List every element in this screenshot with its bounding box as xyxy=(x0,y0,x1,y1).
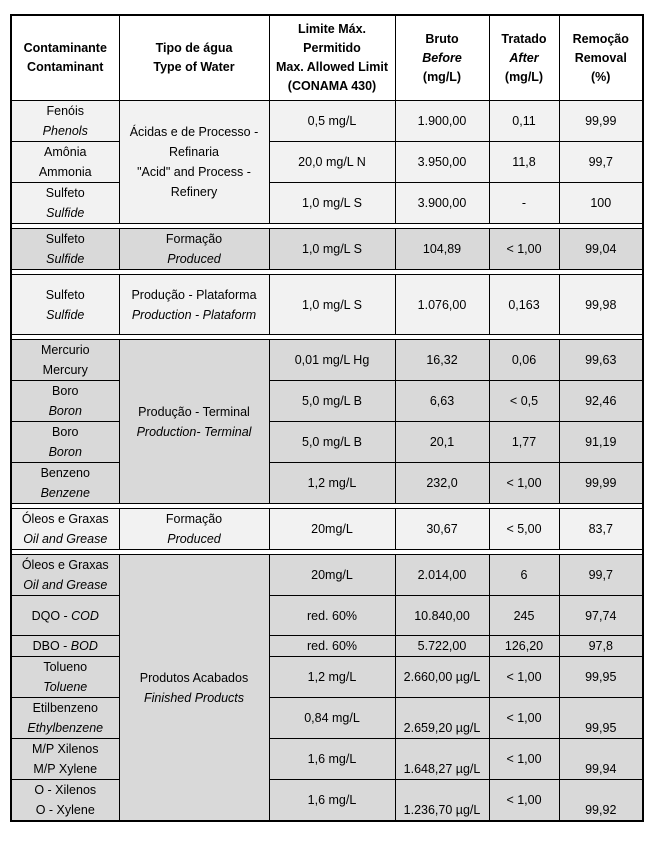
table-row xyxy=(11,509,643,550)
before-cell: 30,67 xyxy=(395,509,489,550)
contaminant-cell xyxy=(11,636,119,657)
header-row xyxy=(11,15,643,101)
table-row xyxy=(11,381,643,422)
contaminant-en: Ethylbenzene xyxy=(27,721,104,735)
limit-cell: 1,0 mg/L S xyxy=(269,183,395,224)
contaminant-en: Toluene xyxy=(43,680,88,694)
contaminant-en: Sulfide xyxy=(46,206,85,220)
before-cell: 1.648,27 µg/L xyxy=(395,739,489,780)
table-row xyxy=(11,463,643,504)
limit-cell: 0,84 mg/L xyxy=(269,698,395,739)
contaminant-en: COD xyxy=(71,608,99,623)
contaminant-cell xyxy=(11,780,119,822)
limit-cell: 1,6 mg/L xyxy=(269,780,395,822)
removal-cell: 83,7 xyxy=(559,509,643,550)
contaminant-pt: DQO - xyxy=(31,608,72,623)
after-cell: < 1,00 xyxy=(489,780,559,822)
limit-cell: 1,0 mg/L S xyxy=(269,275,395,335)
contaminant-en: Benzene xyxy=(40,486,90,500)
table-row xyxy=(11,101,643,142)
water-type-cell xyxy=(119,101,269,224)
header-before: Bruto Before (mg/L) xyxy=(395,15,489,101)
contaminant-en: Oil and Grease xyxy=(23,578,108,592)
removal-cell: 99,92 xyxy=(559,780,643,822)
table-row xyxy=(11,739,643,780)
water-type-line: Produced xyxy=(167,532,221,546)
contaminant-en: Mercury xyxy=(42,363,88,377)
removal-cell: 97,8 xyxy=(559,636,643,657)
contaminant-en: Oil and Grease xyxy=(23,532,108,546)
water-type-line: Formação xyxy=(165,512,223,526)
contaminant-cell xyxy=(11,463,119,504)
contaminant-pt: Sulfeto xyxy=(45,287,85,302)
after-cell: 11,8 xyxy=(489,142,559,183)
table-row xyxy=(11,142,643,183)
header-contaminant: Contaminante Contaminant xyxy=(11,15,119,101)
table-row xyxy=(11,555,643,596)
table-row xyxy=(11,183,643,224)
contaminant-pt: Boro xyxy=(52,384,79,398)
table-row xyxy=(11,780,643,822)
limit-cell: 20mg/L xyxy=(269,509,395,550)
contaminant-cell xyxy=(11,739,119,780)
header-removal: Remoção Removal (%) xyxy=(559,15,643,101)
removal-cell: 92,46 xyxy=(559,381,643,422)
before-cell: 104,89 xyxy=(395,229,489,270)
after-cell: 0,11 xyxy=(489,101,559,142)
contaminant-pt: Mercurio xyxy=(40,343,90,357)
before-cell: 1.900,00 xyxy=(395,101,489,142)
contaminant-en: BOD xyxy=(70,639,98,653)
contaminant-pt: Etilbenzeno xyxy=(32,701,98,715)
table-row xyxy=(11,698,643,739)
removal-cell: 99,95 xyxy=(559,698,643,739)
contaminant-pt: DBO - xyxy=(32,639,71,653)
removal-cell: 99,63 xyxy=(559,340,643,381)
before-cell: 3.900,00 xyxy=(395,183,489,224)
after-cell: < 5,00 xyxy=(489,509,559,550)
limit-cell: 1,0 mg/L S xyxy=(269,229,395,270)
removal-cell: 91,19 xyxy=(559,422,643,463)
before-cell: 16,32 xyxy=(395,340,489,381)
removal-cell: 100 xyxy=(559,183,643,224)
before-cell: 5.722,00 xyxy=(395,636,489,657)
after-cell: < 0,5 xyxy=(489,381,559,422)
removal-cell: 99,7 xyxy=(559,555,643,596)
contaminant-en: Phenols xyxy=(42,124,88,138)
before-cell: 2.660,00 µg/L xyxy=(395,657,489,698)
contaminant-pt: M/P Xilenos xyxy=(32,742,99,756)
contaminant-pt: Óleos e Graxas xyxy=(21,512,109,526)
water-type-line: Produção - Plataforma xyxy=(131,287,257,302)
contaminant-pt: Sulfeto xyxy=(45,232,85,246)
limit-cell: 1,2 mg/L xyxy=(269,463,395,504)
before-cell: 2.659,20 µg/L xyxy=(395,698,489,739)
limit-cell: 0,01 mg/L Hg xyxy=(269,340,395,381)
contaminant-pt: Tolueno xyxy=(43,660,88,674)
contaminant-en: Ammonia xyxy=(38,165,92,179)
water-type-line: Ácidas e de Processo - xyxy=(129,125,259,139)
contaminant-cell xyxy=(11,698,119,739)
limit-cell: 5,0 mg/L B xyxy=(269,381,395,422)
water-type-line: Production- Terminal xyxy=(136,424,252,439)
contaminant-cell xyxy=(11,596,119,636)
contaminant-cell xyxy=(11,229,119,270)
removal-cell: 99,95 xyxy=(559,657,643,698)
before-cell: 6,63 xyxy=(395,381,489,422)
header-limit: Limite Máx. Permitido Max. Allowed Limit (CONAMA 430) xyxy=(269,15,395,101)
contaminant-cell xyxy=(11,657,119,698)
water-type-line: Refinaria xyxy=(168,145,220,159)
contaminant-cell xyxy=(11,340,119,381)
after-cell: - xyxy=(489,183,559,224)
contaminant-pt: O - Xilenos xyxy=(34,783,97,797)
contaminant-pt: Benzeno xyxy=(40,466,90,480)
before-cell: 1.236,70 µg/L xyxy=(395,780,489,822)
contaminant-pt: Sulfeto xyxy=(45,186,85,200)
contaminant-cell xyxy=(11,101,119,142)
contaminant-cell xyxy=(11,381,119,422)
contaminant-cell xyxy=(11,509,119,550)
after-cell: 1,77 xyxy=(489,422,559,463)
table-row xyxy=(11,275,643,335)
table-row xyxy=(11,229,643,270)
header-water-type: Tipo de água Type of Water xyxy=(119,15,269,101)
table-row xyxy=(11,636,643,657)
table-row xyxy=(11,596,643,636)
after-cell: 0,163 xyxy=(489,275,559,335)
contaminant-pt: Fenóis xyxy=(46,104,85,118)
contaminant-cell xyxy=(11,555,119,596)
table-body xyxy=(11,101,643,822)
removal-cell: 99,94 xyxy=(559,739,643,780)
removal-cell: 99,99 xyxy=(559,101,643,142)
water-type-cell xyxy=(119,340,269,504)
before-cell: 2.014,00 xyxy=(395,555,489,596)
contaminant-en: Boron xyxy=(48,404,82,418)
after-cell: 245 xyxy=(489,596,559,636)
contaminant-cell xyxy=(11,142,119,183)
limit-cell: 20mg/L xyxy=(269,555,395,596)
contaminant-cell xyxy=(11,422,119,463)
removal-cell: 99,7 xyxy=(559,142,643,183)
after-cell: 0,06 xyxy=(489,340,559,381)
contaminant-pt: Boro xyxy=(52,425,79,439)
before-cell: 232,0 xyxy=(395,463,489,504)
header-after: Tratado After (mg/L) xyxy=(489,15,559,101)
removal-cell: 99,99 xyxy=(559,463,643,504)
before-cell: 10.840,00 xyxy=(395,596,489,636)
water-type-cell xyxy=(119,229,269,270)
after-cell: 126,20 xyxy=(489,636,559,657)
contaminant-en: Sulfide xyxy=(46,252,85,266)
table-row xyxy=(11,422,643,463)
contaminant-en: M/P Xylene xyxy=(33,762,98,776)
limit-cell: 1,2 mg/L xyxy=(269,657,395,698)
after-cell: < 1,00 xyxy=(489,229,559,270)
removal-cell: 99,98 xyxy=(559,275,643,335)
limit-cell: 0,5 mg/L xyxy=(269,101,395,142)
limit-cell: red. 60% xyxy=(269,636,395,657)
contaminant-pt: Óleos e Graxas xyxy=(21,558,109,572)
water-type-cell xyxy=(119,555,269,822)
water-type-line: Produção - Terminal xyxy=(138,404,250,419)
table-row xyxy=(11,657,643,698)
after-cell: < 1,00 xyxy=(489,657,559,698)
results-table xyxy=(10,14,644,822)
removal-cell: 97,74 xyxy=(559,596,643,636)
water-type-line: "Acid" and Process - xyxy=(137,165,251,179)
water-type-line: Refinery xyxy=(170,185,218,199)
water-type-line: Formação xyxy=(165,232,223,246)
table-row xyxy=(11,340,643,381)
water-type-line: Finished Products xyxy=(143,690,245,705)
water-type-cell xyxy=(119,509,269,550)
water-type-cell xyxy=(119,275,269,335)
water-type-line: Produtos Acabados xyxy=(139,670,249,685)
contaminant-en: Sulfide xyxy=(46,307,85,322)
after-cell: < 1,00 xyxy=(489,739,559,780)
before-cell: 1.076,00 xyxy=(395,275,489,335)
removal-cell: 99,04 xyxy=(559,229,643,270)
after-cell: 6 xyxy=(489,555,559,596)
before-cell: 3.950,00 xyxy=(395,142,489,183)
contaminant-cell xyxy=(11,183,119,224)
water-type-line: Production - Plataform xyxy=(131,307,257,322)
limit-cell: 5,0 mg/L B xyxy=(269,422,395,463)
limit-cell: red. 60% xyxy=(269,596,395,636)
contaminant-en: O - Xylene xyxy=(35,803,95,817)
before-cell: 20,1 xyxy=(395,422,489,463)
after-cell: < 1,00 xyxy=(489,698,559,739)
limit-cell: 1,6 mg/L xyxy=(269,739,395,780)
after-cell: < 1,00 xyxy=(489,463,559,504)
contaminant-en: Boron xyxy=(48,445,82,459)
contaminant-pt: Amônia xyxy=(44,145,87,159)
limit-cell: 20,0 mg/L N xyxy=(269,142,395,183)
water-type-line: Produced xyxy=(167,252,221,266)
contaminant-cell xyxy=(11,275,119,335)
